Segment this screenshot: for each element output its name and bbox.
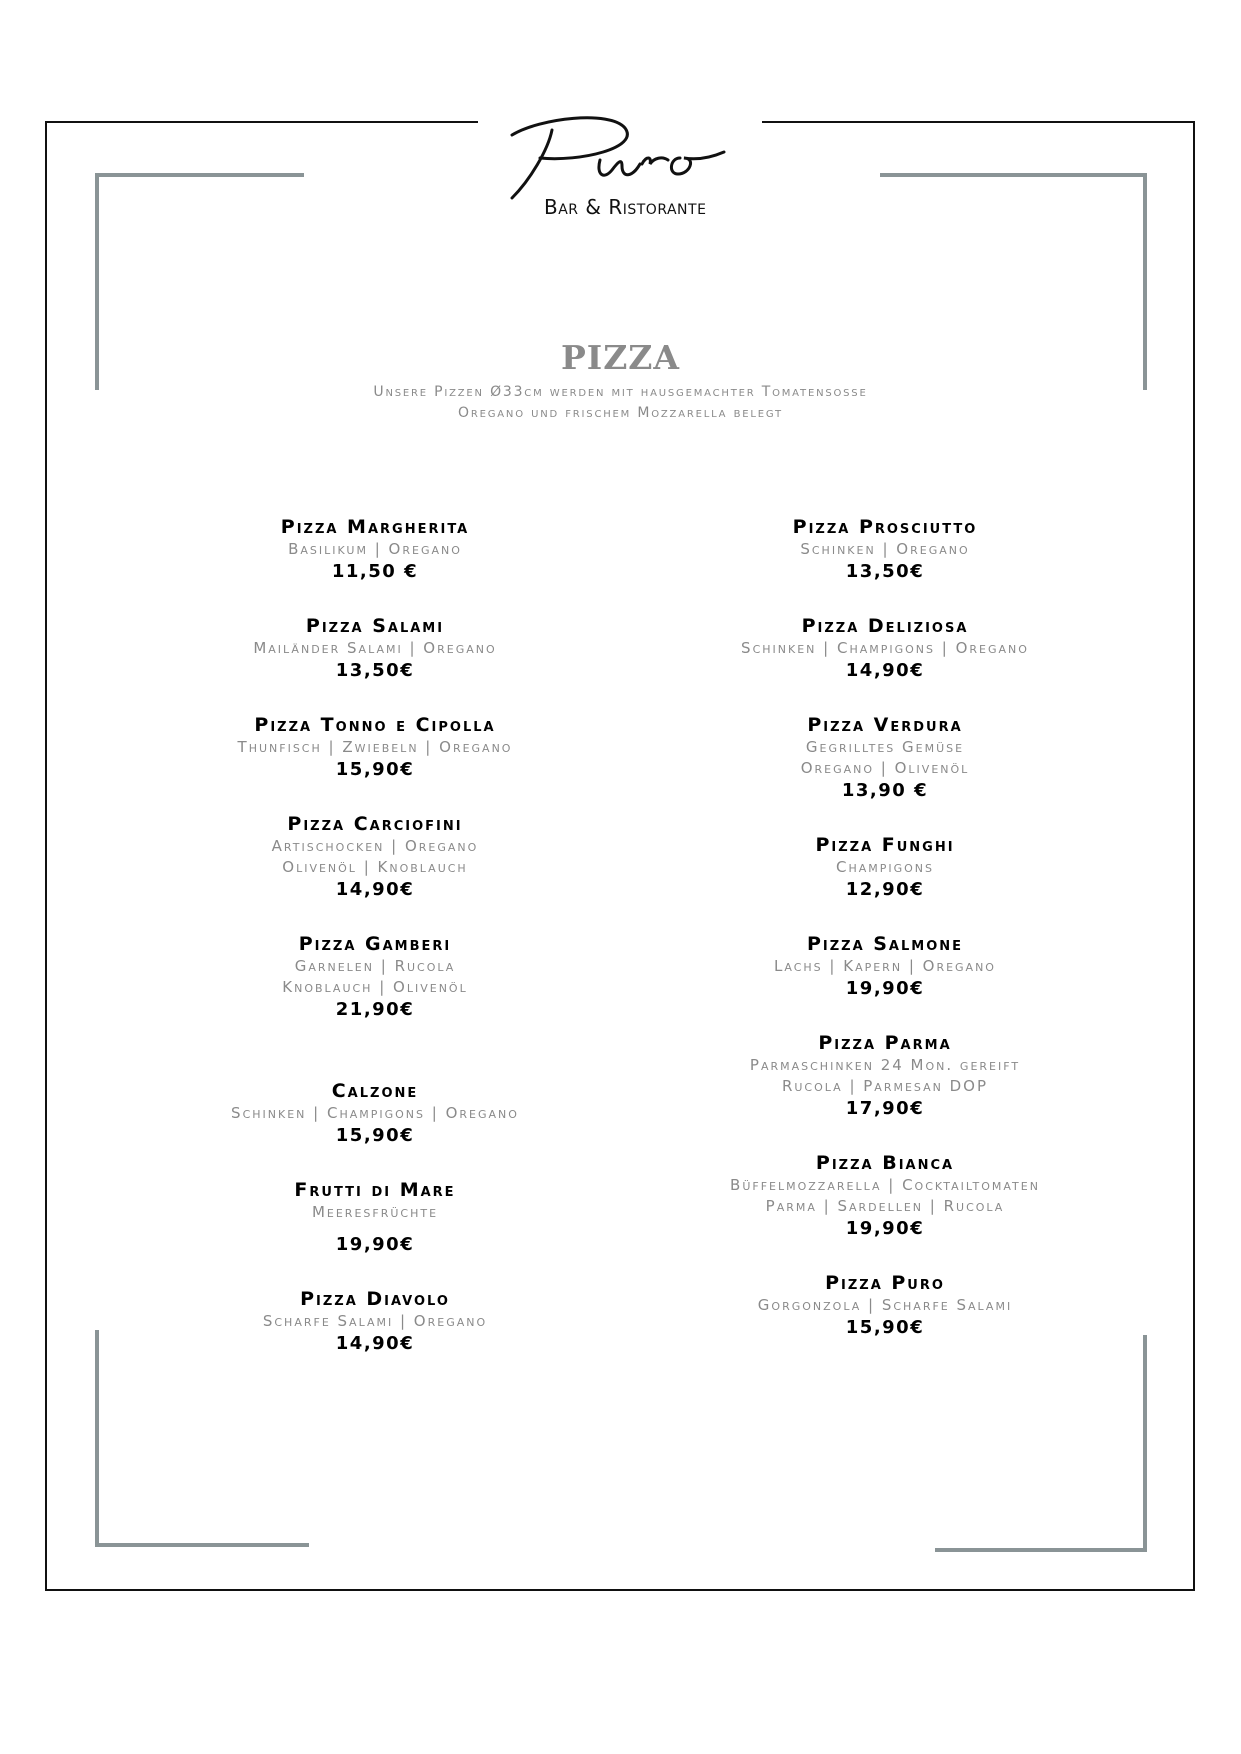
item-price: 15,90€ <box>335 759 415 780</box>
item-price: 11,50 € <box>331 561 419 582</box>
item-desc: Champigons <box>835 858 935 876</box>
menu-item <box>175 812 575 902</box>
item-name: Pizza Prosciutto <box>792 516 978 538</box>
menu-item <box>175 1287 575 1356</box>
item-desc: Scharfe Salami | Oregano <box>262 1312 488 1330</box>
item-desc: Schinken | Champigons | Oregano <box>231 1104 519 1122</box>
menu-item <box>685 614 1085 683</box>
menu-item <box>685 1031 1085 1121</box>
item-name: Pizza Parma <box>818 1032 952 1054</box>
logo-subtitle: Bar & Ristorante <box>544 195 707 219</box>
menu-item <box>175 1178 575 1257</box>
menu-item <box>685 932 1085 1001</box>
item-name: Pizza Verdura <box>807 714 963 736</box>
menu-item <box>685 515 1085 584</box>
item-desc: Gorgonzola | Scharfe Salami <box>757 1296 1013 1314</box>
menu-item <box>175 932 575 1022</box>
item-desc: Oregano | Olivenöl <box>800 759 970 777</box>
item-price: 15,90€ <box>335 1125 415 1146</box>
item-name: Pizza Carciofini <box>287 813 463 835</box>
menu-item <box>175 1079 575 1148</box>
item-price: 21,90€ <box>335 999 415 1020</box>
item-price: 12,90€ <box>845 879 925 900</box>
item-desc: Rucola | Parmesan DOP <box>781 1077 989 1095</box>
item-desc: Schinken | Oregano <box>800 540 970 558</box>
item-desc: Mailänder Salami | Oregano <box>253 639 497 657</box>
item-desc: Schinken | Champigons | Oregano <box>741 639 1029 657</box>
item-name: Pizza Deliziosa <box>801 615 969 637</box>
menu-column-right <box>685 515 1085 1340</box>
item-desc: Meeresfrüchte <box>311 1203 439 1221</box>
item-price: 14,90€ <box>335 1333 415 1354</box>
subtitle-line-2: Oregano und frischem Mozzarella belegt <box>458 405 783 421</box>
item-name: Pizza Tonno e Cipolla <box>254 714 496 736</box>
item-desc: Knoblauch | Olivenöl <box>282 978 468 996</box>
item-name: Frutti di Mare <box>294 1179 456 1201</box>
menu-item <box>175 614 575 683</box>
item-name: Pizza Diavolo <box>300 1288 450 1310</box>
item-price: 15,90€ <box>845 1317 925 1338</box>
item-name: Calzone <box>331 1080 419 1102</box>
menu-item <box>685 713 1085 803</box>
item-name: Pizza Gamberi <box>298 933 452 955</box>
item-desc: Lachs | Kapern | Oregano <box>774 957 996 975</box>
menu-item <box>685 833 1085 902</box>
menu-item <box>685 1271 1085 1340</box>
menu-item <box>175 515 575 584</box>
item-desc: Parmaschinken 24 Mon. gereift <box>749 1056 1021 1074</box>
item-name: Pizza Salmone <box>806 933 964 955</box>
menu-item <box>685 1151 1085 1241</box>
item-desc: Parma | Sardellen | Rucola <box>765 1197 1005 1215</box>
brand-logo <box>500 100 750 230</box>
item-desc: Basilikum | Oregano <box>288 540 462 558</box>
item-desc: Büffelmozzarella | Cocktailtomaten <box>730 1176 1040 1194</box>
item-price: 19,90€ <box>845 1218 925 1239</box>
item-desc: Garnelen | Rucola <box>294 957 456 975</box>
item-desc: Gegrilltes Gemüse <box>805 738 965 756</box>
item-price: 13,50€ <box>335 660 415 681</box>
section-subtitle <box>0 382 1241 424</box>
subtitle-line-1: Unsere Pizzen Ø33cm werden mit hausgemachter Tomatensosse <box>373 384 868 400</box>
item-name: Pizza Salami <box>305 615 445 637</box>
item-name: Pizza Bianca <box>815 1152 955 1174</box>
menu-column-left <box>175 515 575 1356</box>
item-price: 19,90€ <box>845 978 925 999</box>
item-desc: Artischocken | Oregano <box>271 837 479 855</box>
item-desc: Thunfisch | Zwiebeln | Oregano <box>237 738 513 756</box>
menu-item <box>175 713 575 782</box>
section-title: PIZZA <box>560 338 681 377</box>
item-name: Pizza Funghi <box>815 834 955 856</box>
item-price: 13,90 € <box>841 780 929 801</box>
item-name: Pizza Puro <box>825 1272 945 1294</box>
logo-script-icon <box>500 100 750 200</box>
item-price: 17,90€ <box>845 1098 925 1119</box>
corner-bottom-right <box>935 1335 1147 1552</box>
item-desc: Olivenöl | Knoblauch <box>282 858 468 876</box>
item-price: 13,50€ <box>845 561 925 582</box>
item-price: 19,90€ <box>335 1234 415 1255</box>
item-price: 14,90€ <box>335 879 415 900</box>
corner-bottom-left <box>95 1330 309 1547</box>
item-name: Pizza Margherita <box>280 516 470 538</box>
item-price: 14,90€ <box>845 660 925 681</box>
